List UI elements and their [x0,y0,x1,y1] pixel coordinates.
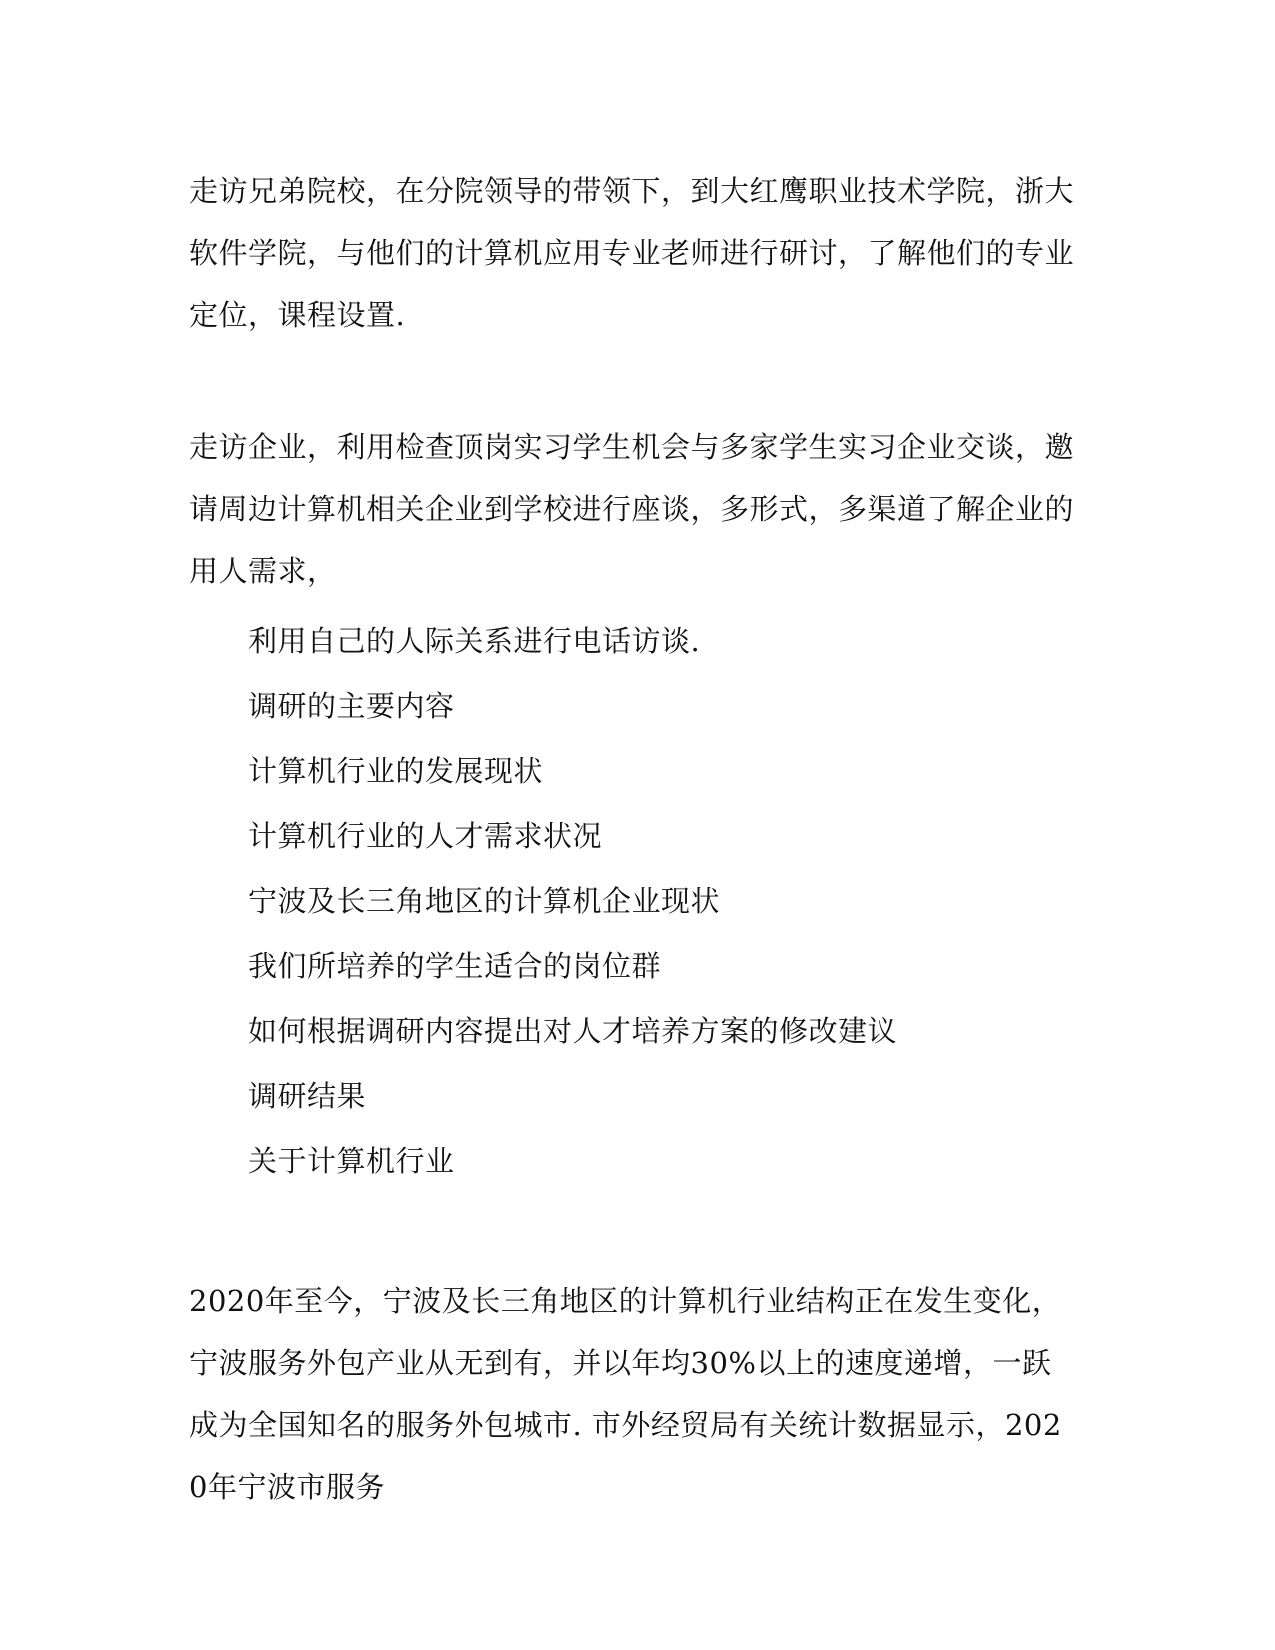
list-item-talent-demand: 计算机行业的人才需求状况 [248,819,603,853]
paragraph-industry-structure: 2020年至今，宁波及长三角地区的计算机行业结构正在发生变化，宁波服务外包产业从无到有，并以年均30%以上的速度递增，一跃成为全国知名的服务外包城市. 市外经贸局有关统计数据显示，2020年宁波市服务 [189,1284,1062,1504]
list-item-regional-enterprises: 宁波及长三角地区的计算机企业现状 [248,884,721,918]
paragraph-visit-schools: 走访兄弟院校，在分院领导的带领下，到大红鹰职业技术学院，浙大软件学院，与他们的计算机应用专业老师进行研讨，了解他们的专业定位，课程设置. [189,174,1075,332]
list-item-job-groups: 我们所培养的学生适合的岗位群 [248,949,662,983]
list-item-research-results: 调研结果 [248,1079,367,1113]
list-item-research-content: 调研的主要内容 [248,689,455,723]
list-item-industry-status: 计算机行业的发展现状 [248,754,544,788]
paragraph-visit-enterprises: 走访企业，利用检查顶岗实习学生机会与多家学生实习企业交谈，邀请周边计算机相关企业到学校进行座谈，多形式，多渠道了解企业的用人需求， [189,430,1075,588]
list-item-phone-interview: 利用自己的人际关系进行电话访谈. [248,624,701,658]
list-item-training-suggestions: 如何根据调研内容提出对人才培养方案的修改建议 [248,1014,898,1048]
list-item-about-industry: 关于计算机行业 [248,1144,455,1178]
